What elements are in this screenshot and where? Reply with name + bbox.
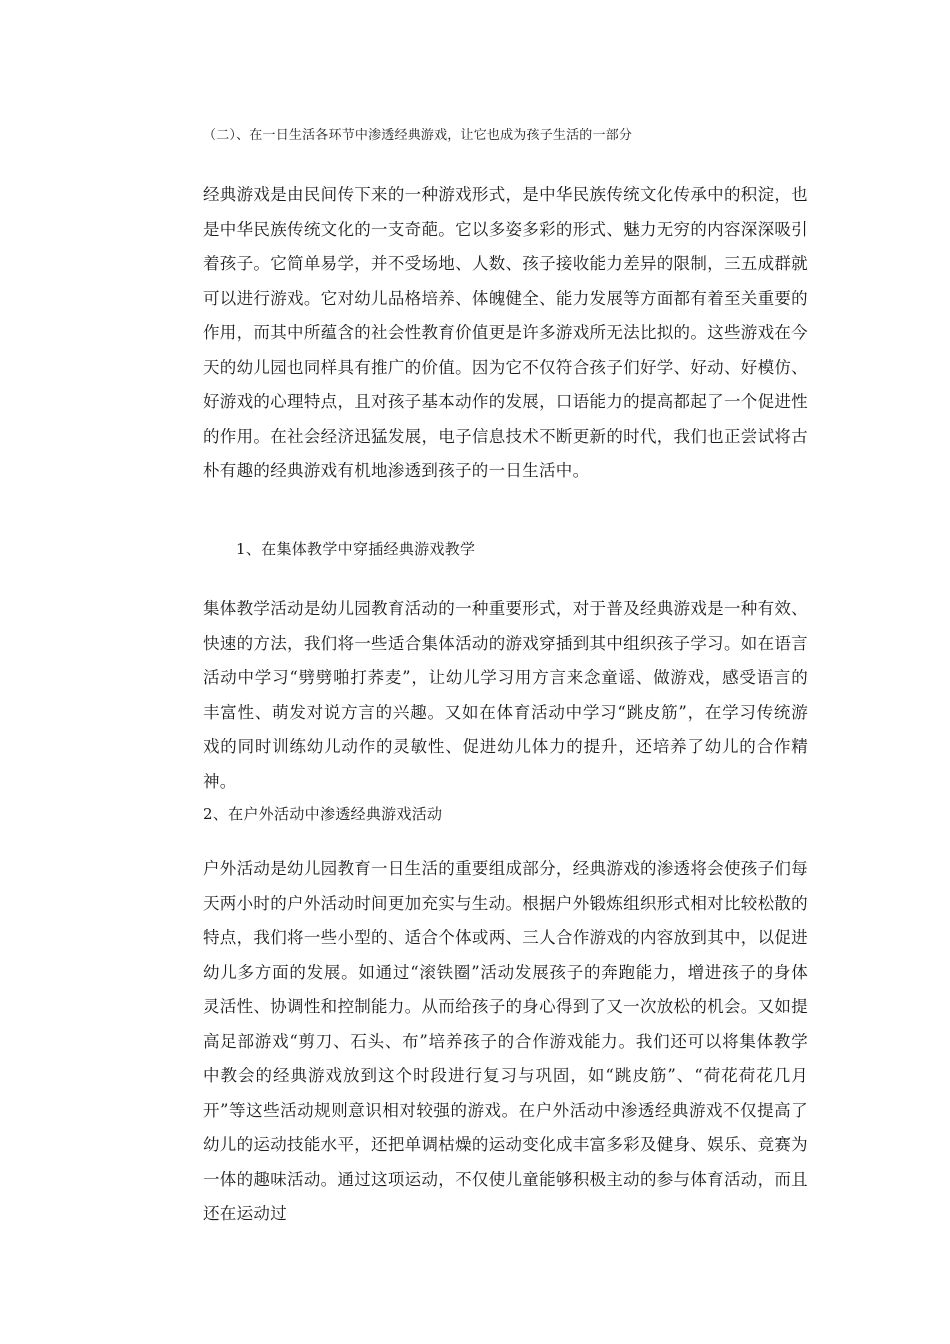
subheading-outdoor-activities: 2、在户外活动中渗透经典游戏活动 bbox=[203, 805, 443, 823]
paragraph-classic-games-intro: 经典游戏是由民间传下来的一种游戏形式，是中华民族传统文化传承中的积淀，也是中华民族传统文化的一支奇葩。它以多姿多彩的形式、魅力无穷的内容深深吸引着孩子。它简单易学，并不受场地、人数、孩子接收能力差异的限制，三五成群就可以进行游戏。它对幼儿品格培养、体魄健全、能力发展等方面都有着至关重要的作用，而其中所蕴含的社会性教育价值更是许多游戏所无法比拟的。这些游戏在今天的幼儿园也同样具有推广的价值。因为它不仅符合孩子们好学、好动、好模仿、好游戏的心理特点，且对孩子基本动作的发展，口语能力的提高都起了一个促进性的作用。在社会经济迅猛发展，电子信息技术不断更新的时代，我们也正尝试将古朴有趣的经典游戏有机地渗透到孩子的一日生活中。 bbox=[203, 185, 808, 480]
paragraph-outdoor-activities: 户外活动是幼儿园教育一日生活的重要组成部分，经典游戏的渗透将会使孩子们每天两小时的户外活动时间更加充实与生动。根据户外锻炼组织形式相对比较松散的特点，我们将一些小型的、适合个体或两、三人合作游戏的内容放到其中，以促进幼儿多方面的发展。如通过“滚铁圈”活动发展孩子的奔跑能力，增进孩子的身体灵活性、协调性和控制能力。从而给孩子的身心得到了又一次放松的机会。又如提高足部游戏“剪刀、石头、布”培养孩子的合作游戏能力。我们还可以将集体教学中教会的经典游戏放到这个时段进行复习与巩固，如“跳皮筋”、“荷花荷花几月开”等这些活动规则意识相对较强的游戏。在户外活动中渗透经典游戏不仅提高了幼儿的运动技能水平，还把单调枯燥的运动变化成丰富多彩及健身、娱乐、竞赛为一体的趣味活动。通过这项运动，不仅使儿童能够积极主动的参与体育活动，而且还在运动过 bbox=[203, 859, 808, 1223]
subheading-collective-teaching: 1、在集体教学中穿插经典游戏教学 bbox=[236, 540, 476, 558]
paragraph-collective-teaching: 集体教学活动是幼儿园教育活动的一种重要形式，对于普及经典游戏是一种有效、快速的方法，我们将一些适合集体活动的游戏穿插到其中组织孩子学习。如在语言活动中学习“劈劈啪打荞麦”，让幼儿学习用方言来念童谣、做游戏，感受语言的丰富性、萌发对说方言的兴趣。又如在体育活动中学习“跳皮筋”，在学习传统游戏的同时训练幼儿动作的灵敏性、促进幼儿体力的提升，还培养了幼儿的合作精神。 bbox=[203, 599, 808, 791]
section-heading: （二）、在一日生活各环节中渗透经典游戏，让它也成为孩子生活的一部分 bbox=[203, 128, 633, 143]
